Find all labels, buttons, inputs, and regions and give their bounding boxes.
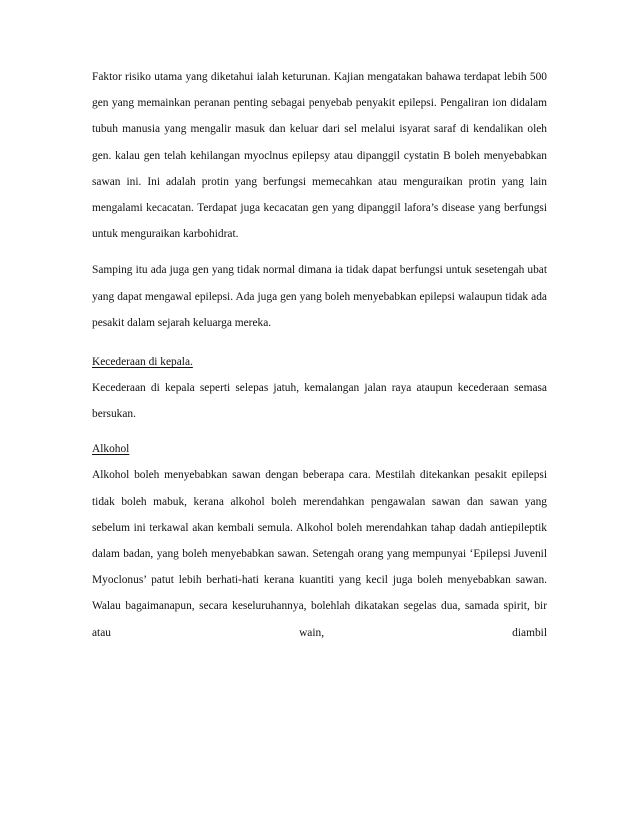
- paragraph-abnormal-gene: Samping itu ada juga gen yang tidak normal dimana ia tidak dapat berfungsi untuk sesetengah ubat yang dapat mengawal epilepsi. Ada juga gen yang boleh menyebabkan epilepsi walaupun tidak ada pesakit dalam sejarah keluarga mereka.: [92, 264, 547, 329]
- paragraph-alcohol: Alkohol boleh menyebabkan sawan dengan beberapa cara. Mestilah ditekankan pesakit epilepsi tidak boleh mabuk, kerana alkohol boleh merendahkan pengawalan sawan dan sawan yang sebelum ini terkawal akan kembali semula. Alkohol boleh merendahkan tahap dadah antiepileptik dalam badan, yang boleh menyebabkan sawan. Setengah orang yang mempunyai ‘Epilepsi Juvenil Myoclonus’ patut lebih berhati-hati kerana kuantiti yang kecil juga boleh menyebabkan sawan. Walau bagaimanapun, secara keseluruhannya, bolehlah dikatakan segelas dua, samada spirit, bir atau wain, diambil: [92, 469, 547, 639]
- heading-head-injury: Kecederaan di kepala.: [92, 356, 193, 369]
- document-page: [92, 64, 547, 646]
- paragraph-head-injury: Kecederaan di kepala seperti selepas jatuh, kemalangan jalan raya ataupun kecederaan semasa bersukan.: [92, 382, 547, 421]
- heading-alcohol: Alkohol: [92, 443, 130, 456]
- paragraph-heredity: Faktor risiko utama yang diketahui ialah keturunan. Kajian mengatakan bahawa terdapat lebih 500 gen yang memainkan peranan penting sebagai penyebab penyakit epilepsi. Pengaliran ion didalam tubuh manusia yang mengalir masuk dan keluar dari sel melalui isyarat saraf di kendalikan oleh gen. kalau gen telah kehilangan myoclnus epilepsy atau dipanggil cystatin B boleh menyebabkan sawan ini. Ini adalah protin yang berfungsi memecahkan atau menguraikan protin yang lain mengalami kecacatan. Terdapat juga kecacatan gen yang dipanggil lafora’s disease yang berfungsi untuk menguraikan karbohidrat.: [92, 71, 547, 241]
